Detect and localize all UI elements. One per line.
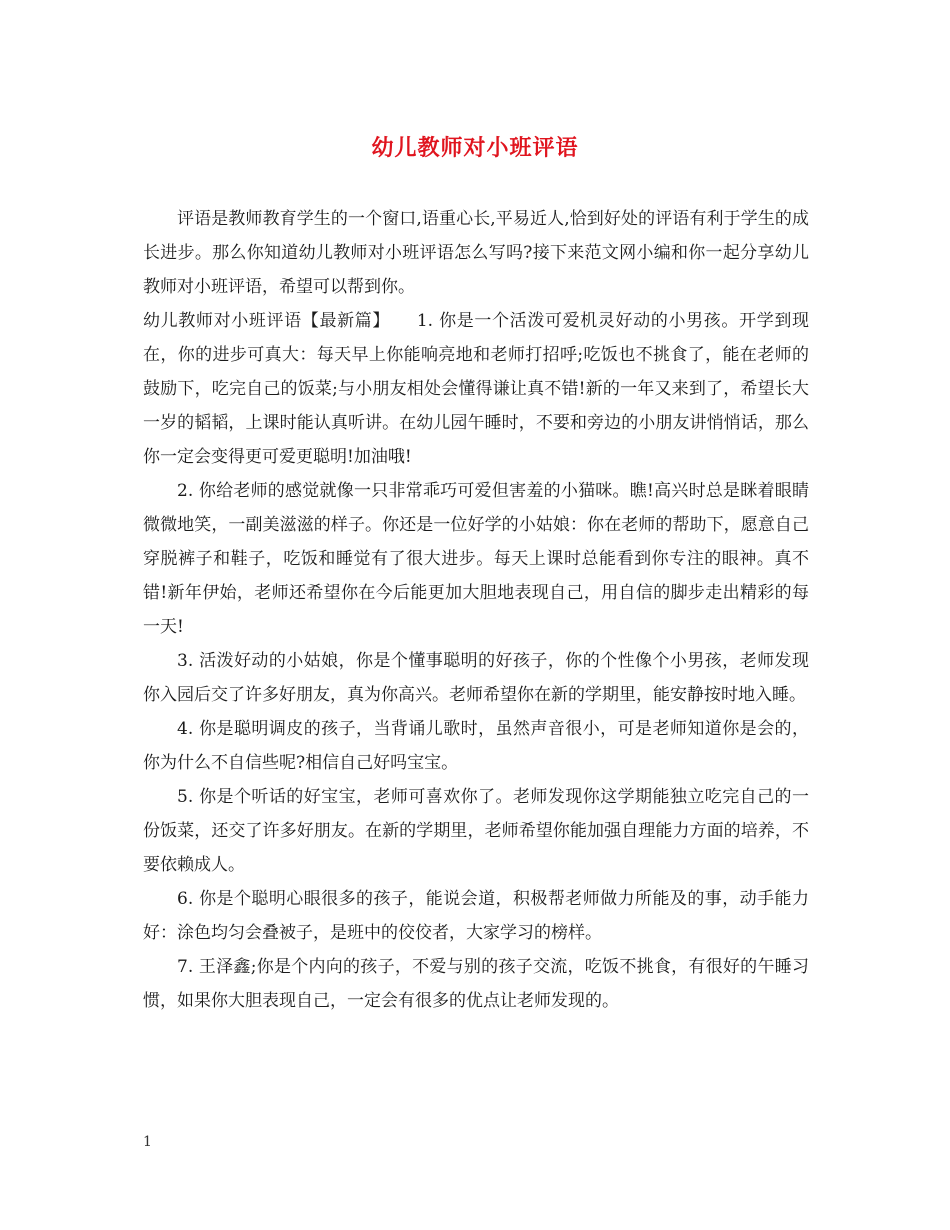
document-body — [143, 202, 809, 1018]
comment-paragraph: 6. 你是个聪明心眼很多的孩子，能说会道，积极帮老师做力所能及的事，动手能力好：涂色均匀会叠被子，是班中的佼佼者，大家学习的榜样。 — [143, 889, 809, 943]
page-number: 1 — [143, 1134, 152, 1150]
document-title: 幼儿教师对小班评语 — [371, 135, 579, 161]
comment-paragraph: 7. 王泽鑫;你是个内向的孩子，不爱与别的孩子交流，吃饭不挑食，有很好的午睡习惯，如果你大胆表现自己，一定会有很多的优点让老师发现的。 — [143, 957, 809, 1011]
first-comment-paragraph: 幼儿教师对小班评语【最新篇】 1. 你是一个活泼可爱机灵好动的小男孩。开学到现在，你的进步可真大：每天早上你能响亮地和老师打招呼;吃饭也不挑食了，能在老师的鼓励下，吃完自己的饭菜;与小朋友相处会懂得谦让真不错!新的一年又来到了，希望长大一岁的韬韬，上课时能认真听讲。在幼儿园午睡时，不要和旁边的小朋友讲悄悄话，那么你一定会变得更可爱更聪明!加油哦! — [143, 311, 809, 467]
intro-paragraph: 评语是教师教育学生的一个窗口,语重心长,平易近人,恰到好处的评语有利于学生的成长进步。那么你知道幼儿教师对小班评语怎么写吗?接下来范文网小编和你一起分享幼儿教师对小班评语，希望可以帮到你。 — [143, 209, 809, 297]
comment-paragraph: 4. 你是聪明调皮的孩子，当背诵儿歌时，虽然声音很小，可是老师知道你是会的，你为什么不自信些呢?相信自己好吗宝宝。 — [143, 719, 809, 773]
comment-paragraph: 2. 你给老师的感觉就像一只非常乖巧可爱但害羞的小猫咪。瞧!高兴时总是眯着眼睛微微地笑，一副美滋滋的样子。你还是一位好学的小姑娘：你在老师的帮助下，愿意自己穿脱裤子和鞋子，吃饭和睡觉有了很大进步。每天上课时总能看到你专注的眼神。真不错!新年伊始，老师还希望你在今后能更加大胆地表现自己，用自信的脚步走出精彩的每一天! — [143, 481, 809, 637]
comment-paragraph: 5. 你是个听话的好宝宝，老师可喜欢你了。老师发现你这学期能独立吃完自己的一份饭菜，还交了许多好朋友。在新的学期里，老师希望你能加强自理能力方面的培养，不要依赖成人。 — [143, 787, 809, 875]
comment-paragraph: 3. 活泼好动的小姑娘，你是个懂事聪明的好孩子，你的个性像个小男孩，老师发现你入园后交了许多好朋友，真为你高兴。老师希望你在新的学期里，能安静按时地入睡。 — [143, 651, 809, 705]
